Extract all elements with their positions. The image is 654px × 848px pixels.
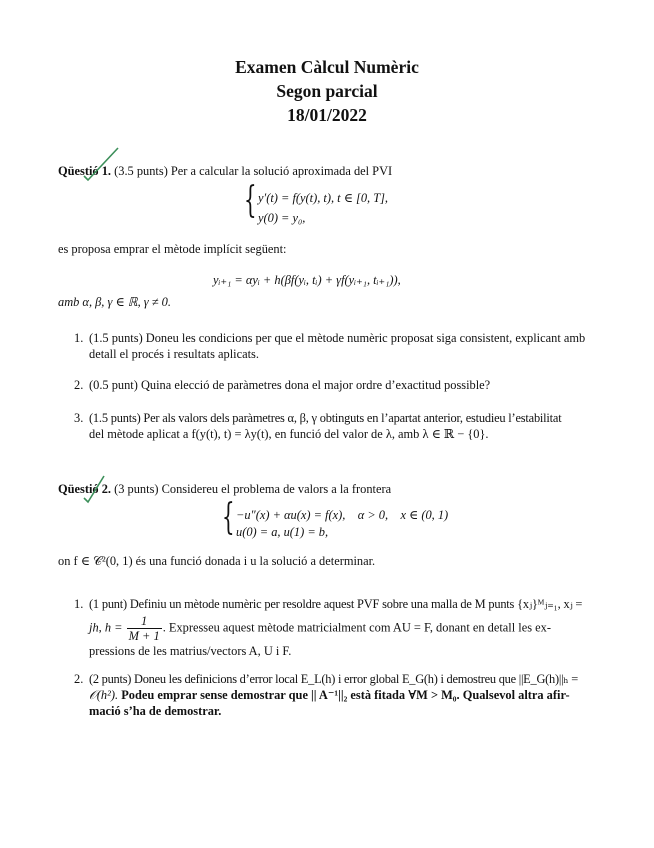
q1-conditions: amb α, β, γ ∈ ℝ, γ ≠ 0. [58, 295, 171, 309]
q1-method-text: es proposa emprar el mètode implícit següent: [58, 242, 287, 256]
q2-item-2-line3: mació s’ha de demostrar. [89, 704, 222, 718]
q1-item-1-line1: (1.5 punts) Doneu les condicions per que el mètode numèric proposat siga consistent, explicant amb [89, 331, 586, 345]
q1-item-1-line2: detall el procés i resultats aplicats. [89, 347, 259, 361]
q1-item-1-num: 1. [74, 331, 84, 345]
q2-item-2-bold-note: Podeu emprar sense demostrar que || A⁻¹||₂ està fitada ∀M > M₀. Qualsevol altra afir- [121, 688, 570, 702]
fraction-numerator: 1 [127, 614, 162, 629]
q1-label: Qüestió 1. [58, 164, 112, 178]
q1-item-2-num: 2. [74, 378, 84, 392]
q2-bvp-eq2: u(0) = a, u(1) = b, [236, 525, 329, 539]
q1-ivp-eq2: y(0) = y₀, [258, 211, 306, 225]
q2-where-text: on f ∈ 𝒞²(0, 1) és una funció donada i u la solució a determinar. [58, 554, 376, 568]
q2-label: Qüestió 2. [58, 482, 112, 496]
q1-item-3-line1: (1.5 punts) Per als valors dels paràmetres α, β, γ obtinguts en l’apartat anterior, estudieu l’estabilitat [89, 411, 562, 425]
q2-item-1-line2-post: . Expresseu aquest mètode matricialment com AU = F, donant en detall les ex- [162, 620, 551, 635]
q1-intro: (3.5 punts) Per a calcular la solució aproximada del PVI [114, 164, 393, 178]
checkmark-icon [82, 468, 122, 504]
q2-item-1-num: 1. [74, 597, 84, 611]
exam-title: Examen Càlcul Numèric [235, 57, 419, 77]
q1-item-3-num: 3. [74, 411, 84, 425]
exam-subtitle: Segon parcial [276, 81, 378, 101]
q2-item-2-line2 [89, 687, 570, 703]
q2-intro: (3 punts) Considereu el problema de valors a la frontera [114, 482, 392, 496]
q1-item-3-line2: del mètode aplicat a f(y(t), t) = λy(t), en funció del valor de λ, amb λ ∈ ℝ − {0}. [89, 427, 489, 441]
q2-item-1-line3: pressions de les matrius/vectors A, U i F. [89, 644, 292, 658]
fraction-denominator: M + 1 [128, 629, 160, 644]
q2-item-2-order: 𝒪(h²). [89, 688, 119, 702]
left-brace-icon: { [222, 497, 235, 538]
fraction [127, 614, 162, 644]
q2-item-1-line2 [89, 614, 551, 644]
q2-item-2-num: 2. [74, 672, 84, 686]
exam-date: 18/01/2022 [287, 105, 367, 125]
q2-item-1-h-def: jh, h = [89, 620, 123, 635]
q1-item-2-line1: (0.5 punt) Quina elecció de paràmetres dona el major ordre d’exactitud possible? [89, 378, 491, 392]
checkmark-icon [82, 146, 122, 182]
left-brace-icon: { [244, 180, 257, 221]
q2-item-1-line1: (1 punt) Definiu un mètode numèric per resoldre aquest PVF sobre una malla de M punts {xⱼ}ᴹⱼ₌₁, xⱼ = [89, 597, 583, 611]
q2-bvp-eq1: −u″(x) + αu(x) = f(x), α > 0, x ∈ (0, 1) [236, 508, 449, 522]
q1-ivp-eq1: y′(t) = f(y(t), t), t ∈ [0, T], [258, 191, 389, 205]
q1-formula: yᵢ₊₁ = αyᵢ + h(βf(yᵢ, tᵢ) + γf(yᵢ₊₁, tᵢ₊₁)), [213, 273, 401, 287]
q2-item-2-line1: (2 punts) Doneu les definicions d’error local E_L(h) i error global E_G(h) i demostreu que ||E_G(h)||ₕ = [89, 672, 578, 686]
